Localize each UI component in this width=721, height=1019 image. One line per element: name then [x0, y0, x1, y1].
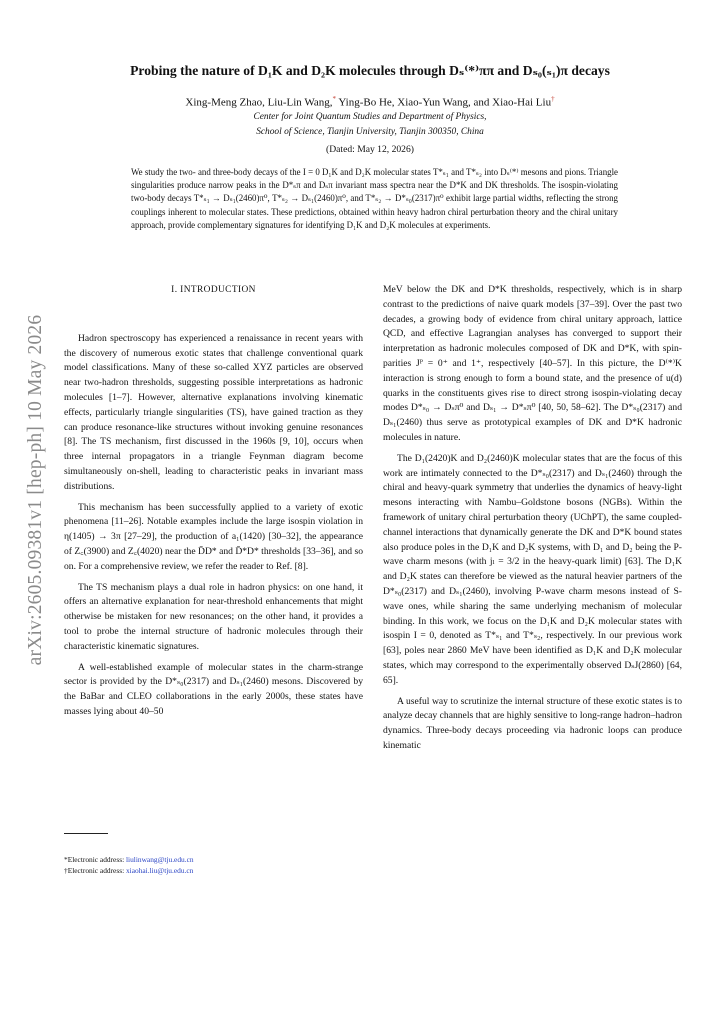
footnotes: [64, 854, 364, 876]
footnote-1-email-link[interactable]: liulinwang@tju.edu.cn: [125, 855, 194, 864]
author-footnote-mark-1[interactable]: *: [332, 95, 336, 103]
intro-paragraph-2: This mechanism has been successfully applied to a variety of exotic phenomena [11–26]. Notable examples include the large isospin violation in η(1405) → 3π [27–29], the production of a₁(1420) [30–32], the appearance of Z꜀(3900) and Z꜀(4020) near the D̄D* and D̄*D* thresholds [33–36], and so on. For a comprehensive review, we refer the reader to Ref. [8].: [64, 501, 363, 572]
right-column: [383, 283, 682, 754]
intro-paragraph-6: A useful way to scrutinize the internal structure of these exotic states is to analyze decay channels that are highly sensitive to long-range hadron–hadron dynamics. Three-body decays proceeding via hadronic loops can produce kinematic: [383, 695, 682, 751]
intro-paragraph-3: The TS mechanism plays a dual role in hadron physics: on one hand, it offers an alternative explanation for near-threshold enhancements that might otherwise be mistaken for new resonances; on the other hand, it provides a tool to probe the internal structure of hadronic molecules through their characteristic kinematic signatures.: [64, 581, 363, 652]
intro-paragraph-5: The D₁(2420)K and D₂(2460)K molecular states that are the focus of this work are intimately connected to the D*ₛ₀(2317) and Dₛ₁(2460) through the chiral and heavy-quark symmetry that underlies the dynamics of heavy-light mesons interacting with Nambu–Goldstone bosons (NGBs). Within the framework of unitary chiral perturbation theory (UChPT), the same coupled-channel interactions that dynamically generate the DK and D*K bound states also produce poles in the D₁K and D₂K systems, with D₁ and D₂ being the P-wave charm mesons (with jₗ = 3/2 in the heavy-quark limit) [63]. The D₁K and D₂K states can therefore be viewed as the natural heavier partners of the D*ₛ₀(2317) and Dₛ₁(2460), involving P-wave charm mesons instead of S-wave ones, while sharing the same underlying mechanism of molecular binding. In this work, we focus on the D₁K and D₂K molecular states with isospin I = 0, denoted as T*ₛ₁ and T*ₛ₂, respectively. In our previous work [63], poles near 2860 MeV have been identified as D₁K and D₂K molecular states, which may correspond to the experimentally observed DₛJ(2860) [64, 65].: [383, 452, 682, 686]
arxiv-identifier-stamp: [16, 290, 56, 690]
footnote-divider: [64, 833, 108, 834]
author-list: [60, 95, 680, 109]
author-names-part-1: Xing-Meng Zhao, Liu-Lin Wang,: [185, 96, 333, 109]
footnote-2-label: †Electronic address:: [64, 866, 126, 875]
section-heading-introduction: I. INTRODUCTION: [171, 285, 256, 295]
arxiv-identifier-text: arXiv:2605.09381v1 [hep-ph] 10 May 2026: [25, 314, 46, 666]
intro-paragraph-4: A well-established example of molecular states in the charm-strange sector is provided by the D*ₛ₀(2317) and Dₛ₁(2460) mesons. Discovered by the BaBar and CLEO collaborations in the early 2000s, these states have masses lying about 40–50: [64, 661, 363, 717]
affiliation-line-2: School of Science, Tianjin University, Tianjin 300350, China: [256, 127, 484, 137]
footnote-2-email-link[interactable]: xiaohai.liu@tju.edu.cn: [125, 866, 194, 875]
dated-line: (Dated: May 12, 2026): [326, 144, 414, 155]
footnote-1: [64, 854, 364, 865]
left-column: [64, 283, 363, 720]
intro-paragraph-1: Hadron spectroscopy has experienced a renaissance in recent years with the discovery of numerous exotic states that challenge conventional quark model classifications. Many of these so-called XYZ particles are observed near two-hadron thresholds, suggesting possible interpretations as hadronic molecules [1–7]. However, alternative explanations involving kinematic effects, particularly triangle singularities (TS), have gained traction as they can produce resonance-like structures without invoking genuine resonances [8]. The TS mechanism, first discussed in the 1960s [9, 10], occurs when three internal propagators in a triangle Feynman diagram become simultaneously on-shell, leading to characteristic peaks in invariant mass distributions.: [64, 332, 363, 492]
author-footnote-mark-2[interactable]: †: [551, 95, 555, 103]
paper-title: Probing the nature of D₁K and D₂K molecules through Dₛ⁽*⁾ππ and Dₛ₀(ₛ₁)π decays: [130, 63, 610, 78]
abstract: We study the two- and three-body decays of the I = 0 D₁K and D₂K molecular states T*ₛ₁ and T*ₛ₂ into Dₛ⁽*⁾ mesons and pions. Triangle singularities produce narrow peaks in the D*ₛπ and Dₛπ invariant mass spectra near the D*K and DK thresholds. The isospin-violating two-body decays T*ₛ₁ → Dₛ₁(2460)π⁰, T*ₛ₂ → Dₛ₁(2460)π⁰, and T*ₛ₂ → D*ₛ₀(2317)π⁰ exhibit large partial widths, reflecting the strong couplings inherent to molecular states. These predictions, obtained within heavy hadron chiral perturbation theory and the chiral unitary approach, provide complementary signatures for identifying D₁K and D₂K molecules at experiments.: [131, 167, 618, 230]
footnote-2: [64, 865, 364, 876]
affiliation-line-1: Center for Joint Quantum Studies and Department of Physics,: [253, 112, 487, 122]
footnote-1-label: *Electronic address:: [64, 855, 126, 864]
intro-paragraph-4-continued: MeV below the DK and D*K thresholds, respectively, which is in sharp contrast to the predictions of naive quark models [37–39]. Over the past two decades, a growing body of evidence from chiral unitary approach, lattice QCD, and effective Lagrangian analyses has converged to support their interpretation as hadronic molecules composed of DK and D*K, with spin-parities Jᴾ = 0⁺ and 1⁺, respectively [40–57]. In this picture, the D⁽*⁾K interaction is strong enough to form a bound state, and the presence of u(d) quarks in the constituents gives rise to direct strong isospin-violating decay modes D*ₛ₀ → Dₛπ⁰ and Dₛ₁ → D*ₛπ⁰ [40, 50, 58–62]. The D*ₛ₀(2317) and Dₛ₁(2460) thus serve as prototypical examples of DK and D*K hadronic molecules in nature.: [383, 284, 682, 443]
author-names-part-2: Ying-Bo He, Xiao-Yun Wang, and Xiao-Hai Liu: [335, 96, 552, 109]
